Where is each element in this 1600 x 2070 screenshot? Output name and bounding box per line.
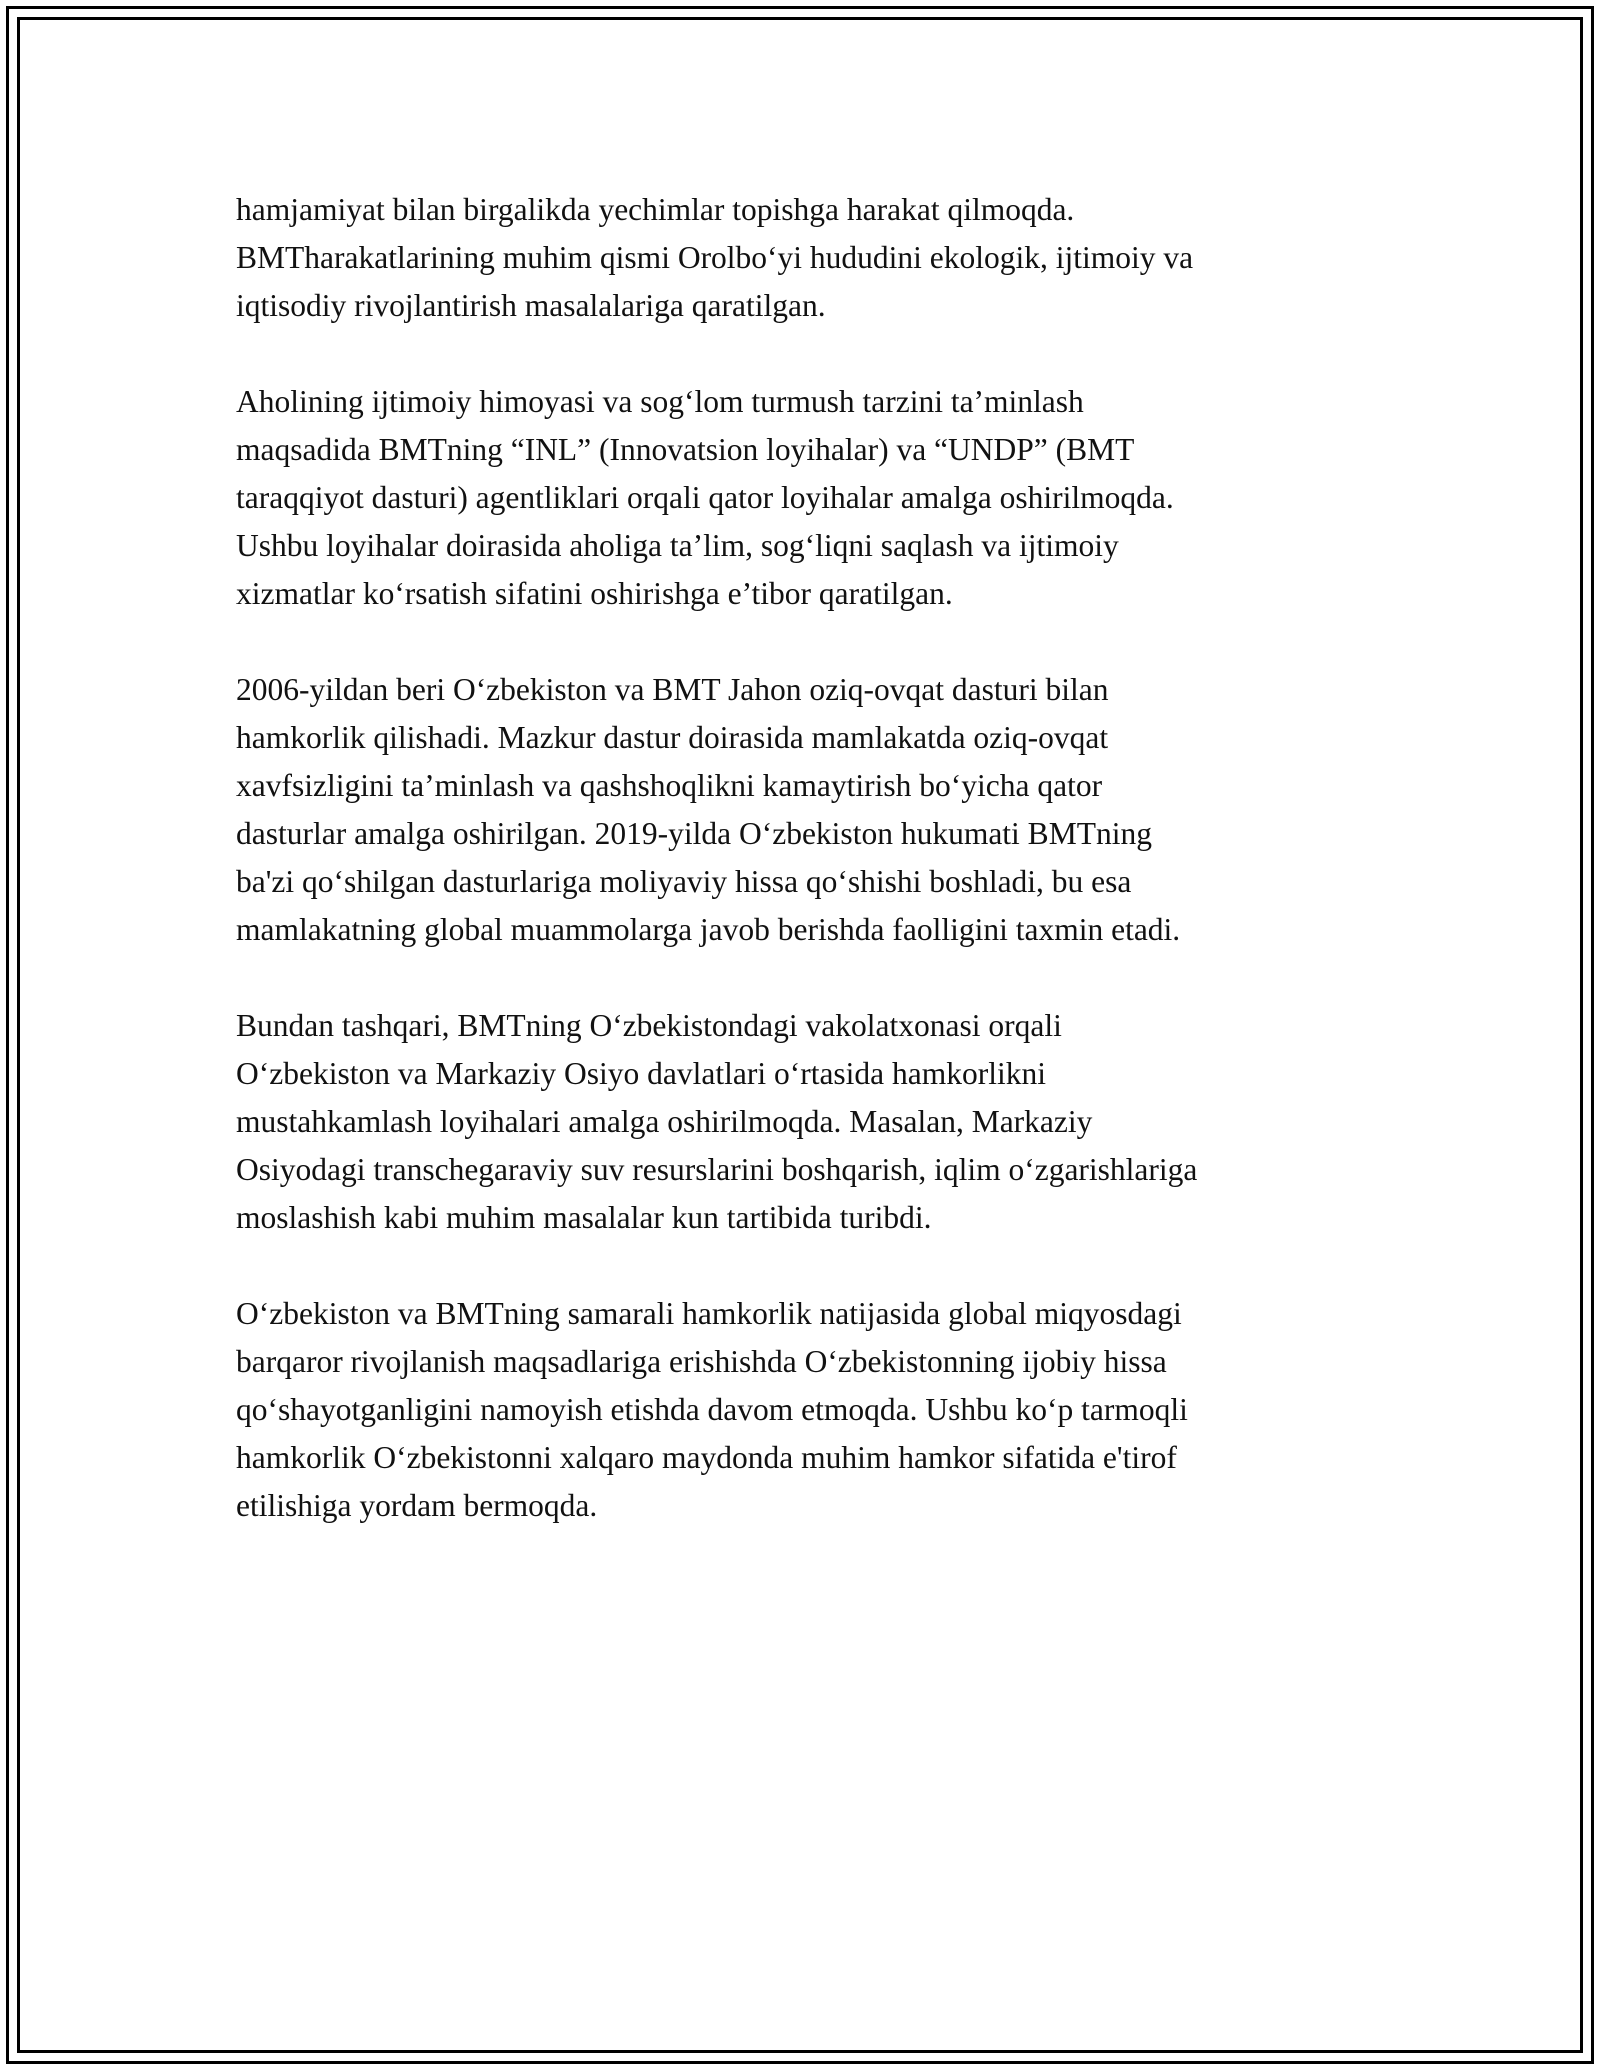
text-line: maqsadida BMTning “INL” (Innovatsion loyihalar) va “UNDP” (BMT (236, 432, 1135, 467)
text-line: Aholining ijtimoiy himoyasi va sog‘lom turmush tarzini ta’minlash (236, 384, 1084, 419)
paragraph-5 (236, 1290, 1366, 1530)
text-line: barqaror rivojlanish maqsadlariga erishishda O‘zbekistonning ijobiy hissa (236, 1344, 1167, 1379)
text-line: xizmatlar ko‘rsatish sifatini oshirishga e’tibor qaratilgan. (236, 576, 953, 611)
paragraph-4 (236, 1002, 1366, 1242)
text-line: etilishiga yordam bermoqda. (236, 1488, 598, 1523)
paragraph-3 (236, 666, 1366, 954)
text-line: BMTharakatlarining muhim qismi Orolbo‘yi hududini ekologik, ijtimoiy va (236, 240, 1194, 275)
text-line: hamjamiyat bilan birgalikda yechimlar topishga harakat qilmoqda. (236, 192, 1075, 227)
text-line: qo‘shayotganligini namoyish etishda davom etmoqda. Ushbu ko‘p tarmoqli (236, 1392, 1188, 1427)
text-line: mamlakatning global muammolarga javob berishda faolligini taxmin etadi. (236, 912, 1181, 947)
text-line: O‘zbekiston va BMTning samarali hamkorlik natijasida global miqyosdagi (236, 1296, 1182, 1331)
text-line: iqtisodiy rivojlantirish masalalariga qaratilgan. (236, 288, 826, 323)
text-line: Osiyodagi transchegaraviy suv resurslarini boshqarish, iqlim o‘zgarishlariga (236, 1152, 1198, 1187)
text-line: O‘zbekiston va Markaziy Osiyo davlatlari o‘rtasida hamkorlikni (236, 1056, 1047, 1091)
text-line: Ushbu loyihalar doirasida aholiga ta’lim, sog‘liqni saqlash va ijtimoiy (236, 528, 1119, 563)
text-line: 2006-yildan beri O‘zbekiston va BMT Jahon oziq-ovqat dasturi bilan (236, 672, 1109, 707)
text-line: dasturlar amalga oshirilgan. 2019-yilda O‘zbekiston hukumati BMTning (236, 816, 1152, 851)
text-line: taraqqiyot dasturi) agentliklari orqali qator loyihalar amalga oshirilmoqda. (236, 480, 1174, 515)
document-body (236, 186, 1366, 1578)
paragraph-1 (236, 186, 1366, 330)
text-line: ba'zi qo‘shilgan dasturlariga moliyaviy hissa qo‘shishi boshladi, bu esa (236, 864, 1132, 899)
paragraph-2 (236, 378, 1366, 618)
text-line: moslashish kabi muhim masalalar kun tartibida turibdi. (236, 1200, 932, 1235)
text-line: mustahkamlash loyihalari amalga oshirilmoqda. Masalan, Markaziy (236, 1104, 1093, 1139)
text-line: hamkorlik O‘zbekistonni xalqaro maydonda muhim hamkor sifatida e'tirof (236, 1440, 1177, 1475)
text-line: hamkorlik qilishadi. Mazkur dastur doirasida mamlakatda oziq-ovqat (236, 720, 1109, 755)
text-line: xavfsizligini ta’minlash va qashshoqlikni kamaytirish bo‘yicha qator (236, 768, 1103, 803)
text-line: Bundan tashqari, BMTning O‘zbekistondagi vakolatxonasi orqali (236, 1008, 1062, 1043)
